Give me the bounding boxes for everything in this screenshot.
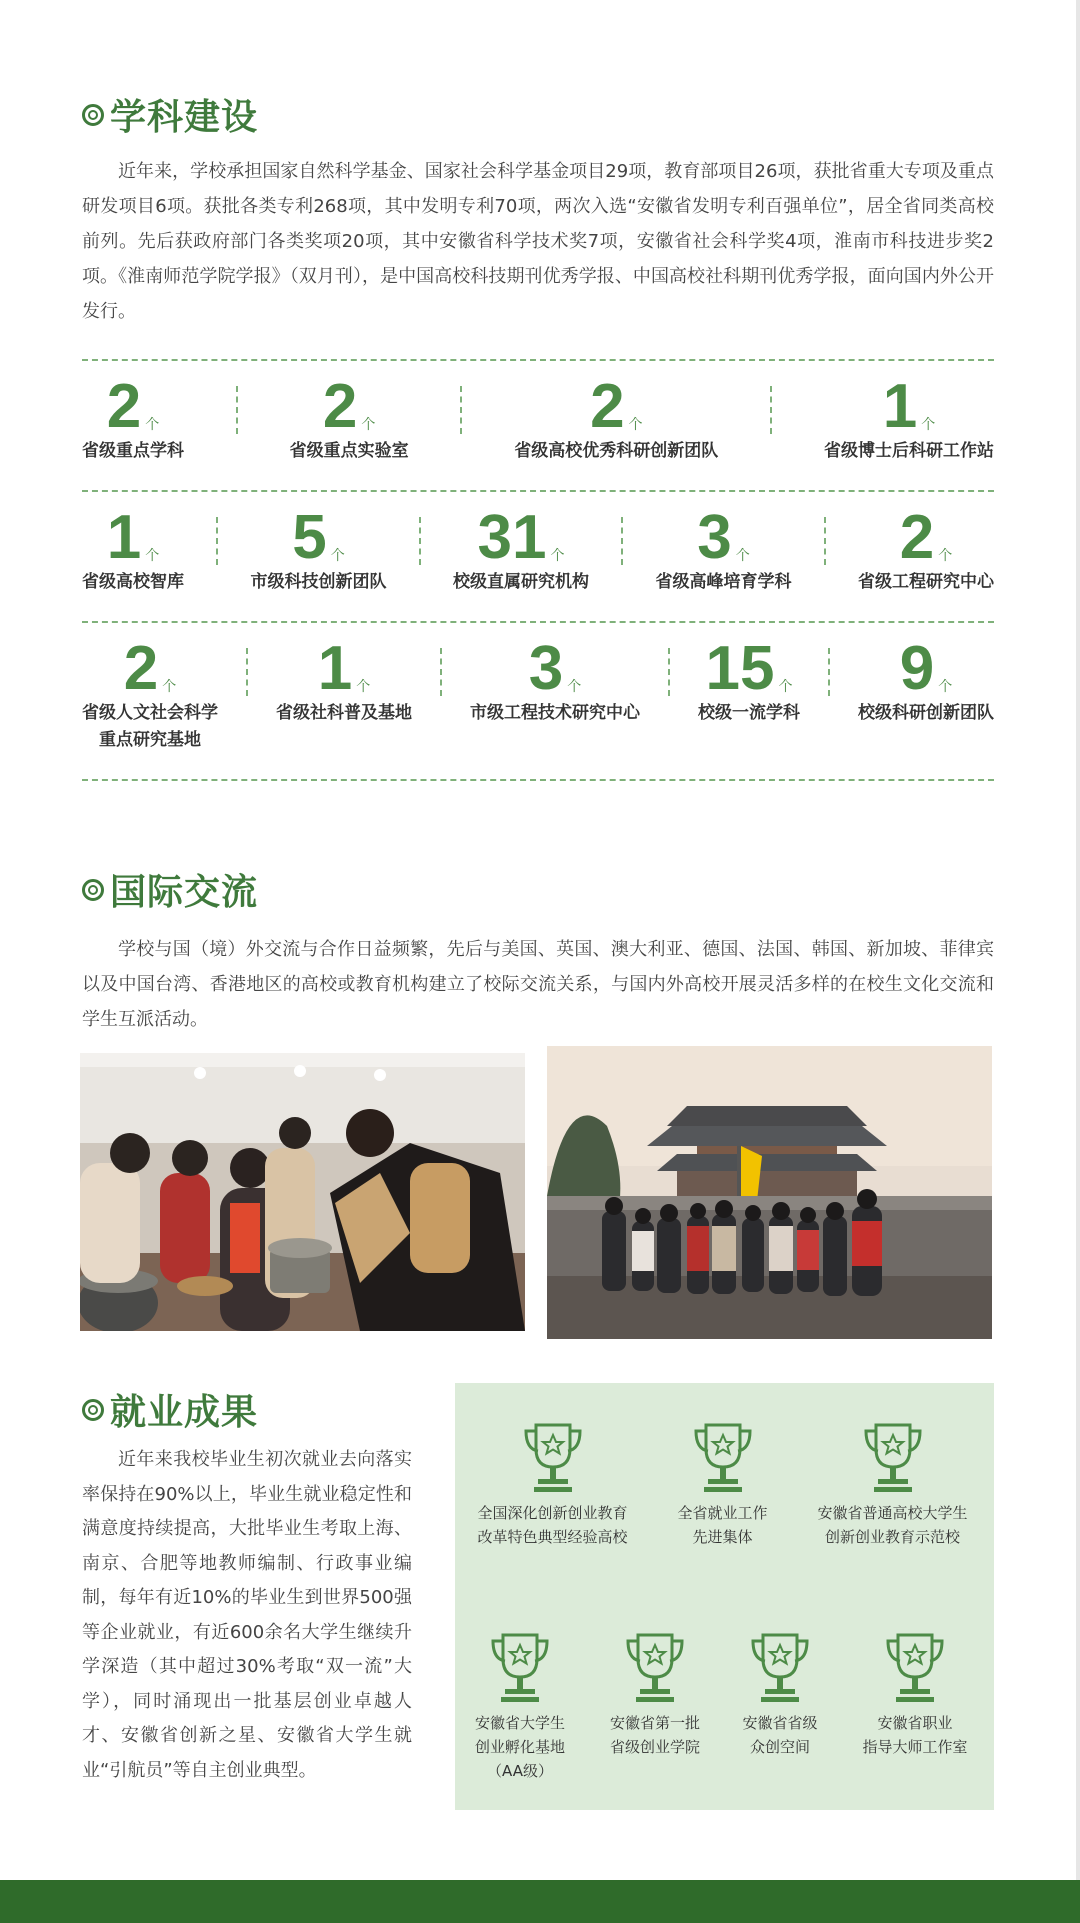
research-paragraph: 近年来，学校承担国家自然科学基金、国家社会科学基金项目29项，教育部项目26项，获批省重大专项及重点研发项目6项。获批各类专利268项，其中发明专利70项，两次入选“安徽省发明专利百强单位”，居全省同类高校前列。先后获政府部门各类奖项20项，其中安徽省科学技术奖7项，安徽省社会科学奖4项，淮南市科技进步奖2项。《淮南师范学院学报》（双月刊），是中国高校科技期刊优秀学报、中国高校社科期刊优秀学报，面向国内外公开发行。: [82, 161, 994, 322]
trophy-icon: [749, 1631, 811, 1705]
dashed-divider: [82, 779, 994, 781]
dashed-separator: [419, 517, 421, 565]
stat-item: 15 个 校级一流学科: [698, 634, 800, 723]
dashed-separator: [236, 386, 238, 434]
stat-item: 3 个 省级高峰培育学科: [655, 503, 792, 592]
page-right-border: [1076, 0, 1080, 1880]
dashed-separator: [770, 386, 772, 434]
stat-item: 9 个 校级科研创新团队: [858, 634, 994, 723]
award-item: 安徽省大学生 创业孵化基地 （AA级）: [455, 1631, 585, 1783]
dashed-divider: [82, 490, 994, 492]
dashed-separator: [246, 648, 248, 696]
trophy-icon: [692, 1421, 754, 1495]
award-item: 安徽省省级 众创空间: [720, 1631, 840, 1759]
photo-cultural-activity: [80, 1053, 525, 1331]
stat-item: 1 个 省级博士后科研工作站: [823, 372, 994, 461]
dashed-separator: [668, 648, 670, 696]
award-item: 全国深化创新创业教育 改革特色典型经验高校: [465, 1421, 640, 1549]
dashed-separator: [621, 517, 623, 565]
stat-item: 31 个 校级直属研究机构: [453, 503, 589, 592]
dashed-separator: [216, 517, 218, 565]
stats-row-1: [82, 372, 994, 465]
award-item: 安徽省职业 指导大师工作室: [840, 1631, 990, 1759]
dashed-separator: [440, 648, 442, 696]
international-paragraph: 学校与国（境）外交流与合作日益频繁，先后与美国、英国、澳大利亚、德国、法国、韩国、新加坡、菲律宾以及中国台湾、香港地区的高校或教育机构建立了校际交流关系，与国内外高校开展灵活多样的在校生文化交流和学生互派活动。: [82, 939, 994, 1030]
stats-row-2: [82, 503, 994, 596]
stat-item: 3 个 市级工程技术研究中心: [470, 634, 640, 723]
stats-row-3: [82, 634, 994, 754]
employment-paragraph: 近年来我校毕业生初次就业去向落实率保持在90%以上，毕业生就业稳定性和满意度持续提高，大批毕业生考取上海、南京、合肥等地教师编制、行政事业编制，每年有近10%的毕业生到世界500强等企业就业，有近600余名大学生继续升学深造（其中超过30%考取“双一流”大学），同时涌现出一批基层创业卓越人才、安徽省创新之星、安徽省大学生就业“引航员”等自主创业典型。: [82, 1449, 412, 1781]
dashed-divider: [82, 621, 994, 623]
stat-item: 1 个 省级高校智库: [82, 503, 184, 592]
section-title-research: 学科建设: [82, 89, 258, 140]
trophy-icon: [884, 1631, 946, 1705]
photo-group-at-city-gate: [547, 1046, 992, 1339]
circle-bullet-icon: [82, 879, 104, 901]
stat-item: 2 个 省级重点实验室: [289, 372, 409, 461]
section-title-employment: 就业成果: [82, 1384, 258, 1435]
award-item: 安徽省普通高校大学生 创新创业教育示范校: [795, 1421, 990, 1549]
footer-bar: [0, 1880, 1080, 1923]
dashed-separator: [460, 386, 462, 434]
section-title-international: 国际交流: [82, 864, 258, 915]
circle-bullet-icon: [82, 104, 104, 126]
trophy-icon: [522, 1421, 584, 1495]
stat-item: 2 个 省级工程研究中心: [858, 503, 994, 592]
stat-item: 5 个 市级科技创新团队: [250, 503, 387, 592]
trophy-icon: [489, 1631, 551, 1705]
award-item: 全省就业工作 先进集体: [635, 1421, 810, 1549]
dashed-separator: [824, 517, 826, 565]
stat-item: 2 个 省级人文社会科学 重点研究基地: [82, 634, 218, 750]
stat-item: 2 个 省级重点学科: [82, 372, 184, 461]
stat-item: 1 个 省级社科普及基地: [276, 634, 412, 723]
award-item: 安徽省第一批 省级创业学院: [590, 1631, 720, 1759]
stat-item: 2 个 省级高校优秀科研创新团队: [514, 372, 719, 461]
dashed-divider: [82, 359, 994, 361]
trophy-icon: [624, 1631, 686, 1705]
circle-bullet-icon: [82, 1399, 104, 1421]
dashed-separator: [828, 648, 830, 696]
awards-panel: [455, 1383, 994, 1810]
trophy-icon: [862, 1421, 924, 1495]
